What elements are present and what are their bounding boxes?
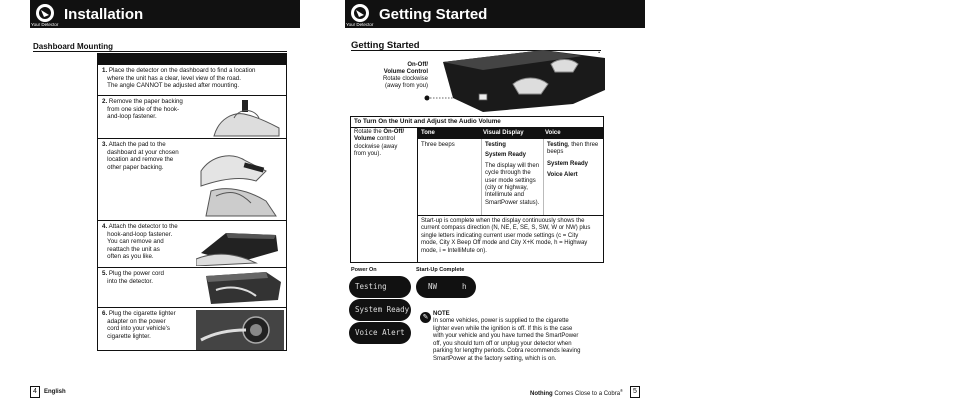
step-4 [98, 220, 286, 267]
right-page [345, 0, 645, 420]
note-title: NOTE [433, 311, 450, 317]
voice-cell: Testing, then three beeps System Ready Voice Alert [547, 142, 599, 179]
tone-cell: Three beeps [421, 142, 455, 148]
hand-attaching-pad-illustration [196, 141, 284, 219]
step-text: 1. Place the detector on the dashboard to find a location where the unit has a clear, level view of the road. The angle CANNOT be adjusted after mounting. [102, 67, 256, 89]
power-on-table [350, 116, 604, 263]
visual-display-cell: Testing System Ready The display will then cycle through the user mode settings (city or highway, Intellimute and SmartPower status). [485, 142, 540, 206]
header-voice: Voice [545, 130, 561, 136]
logo-caption: Your Detector [346, 22, 374, 27]
footer-language: English [44, 389, 66, 395]
lcd-display-testing: Testing [349, 276, 411, 298]
startup-complete-cell: Start-up is complete when the display continuously shows the current compass direction (N, NE, E, SE, S, SW, W or NW) plus single letters indicating current user mode settings (c = City mode, City X Beep Off mode and City X+K mode, h = Highway mode, i = IntelliMute on). [421, 218, 591, 254]
page-header [345, 0, 645, 28]
section-end-mark: . [598, 46, 601, 55]
detector-on-dash-illustration [196, 223, 284, 266]
step-text: 3. Attach the pad to the dashboard at your chosen location and remove the other paper backing. [102, 141, 179, 171]
lcd-display-system-ready: System Ready [349, 299, 411, 321]
logo-caption: Your Detector [31, 22, 59, 27]
footer-tagline: Nothing Comes Close to a Cobra® [530, 388, 623, 397]
hand-peeling-backing-illustration [204, 98, 284, 138]
instruction-cell: Rotate the On-Off/ Volume control clockwise (away from you). [354, 129, 405, 158]
step-5 [98, 267, 286, 307]
volume-control-callout: On-Off/ Volume Control Rotate clockwise (away from you) [382, 62, 428, 89]
steps-box [97, 53, 287, 351]
power-on-label: Power On [351, 267, 377, 273]
steps-header-bar [98, 54, 286, 65]
step-2 [98, 95, 286, 138]
page-title: Installation [64, 6, 144, 23]
section-title: Dashboard Mounting [33, 42, 113, 51]
page-number: 5 [630, 386, 640, 398]
step-1 [98, 65, 286, 95]
cigarette-lighter-adapter-illustration [196, 310, 284, 350]
step-6 [98, 307, 286, 350]
page-title: Getting Started [379, 6, 488, 23]
left-page [0, 0, 300, 420]
section-title: Getting Started [351, 40, 420, 51]
section-divider [33, 51, 287, 52]
header-tone: Tone [421, 130, 435, 136]
table-title: To Turn On the Unit and Adjust the Audio Volume [354, 118, 501, 125]
power-cord-plug-illustration [196, 270, 284, 306]
step-text: 2. Remove the paper backing from one side of the hook- and-loop fastener. [102, 98, 183, 120]
lcd-display-startup: NW h [416, 276, 476, 298]
note-text: In some vehicles, power is supplied to the cigarette lighter even while the ignition is off. If this is the case with your vehicle and you have turned the SmartPower off, you should turn off or unplug your detector when parking for lengthy periods. Cobra recommends leaving SmartPower at the factory setting, which is on. [433, 318, 581, 362]
startup-complete-label: Start-Up Complete [416, 267, 465, 273]
step-3 [98, 138, 286, 220]
step-text: 4. Attach the detector to the hook-and-loop fastener. You can remove and reattach the unit as often as you like. [102, 223, 178, 260]
step-text: 5. Plug the power cord into the detector. [102, 270, 164, 285]
radar-detector-illustration [423, 50, 605, 112]
table-header-row [417, 128, 603, 139]
header-visual-display: Visual Display [483, 130, 524, 136]
step-text: 6. Plug the cigarette lighter adapter on the power cord into your vehicle's cigarette lighter. [102, 310, 176, 340]
page-header [30, 0, 300, 28]
page-number: 4 [30, 386, 40, 398]
lcd-display-voice-alert: Voice Alert [349, 322, 411, 344]
note-pencil-icon: ✎ [420, 312, 431, 323]
